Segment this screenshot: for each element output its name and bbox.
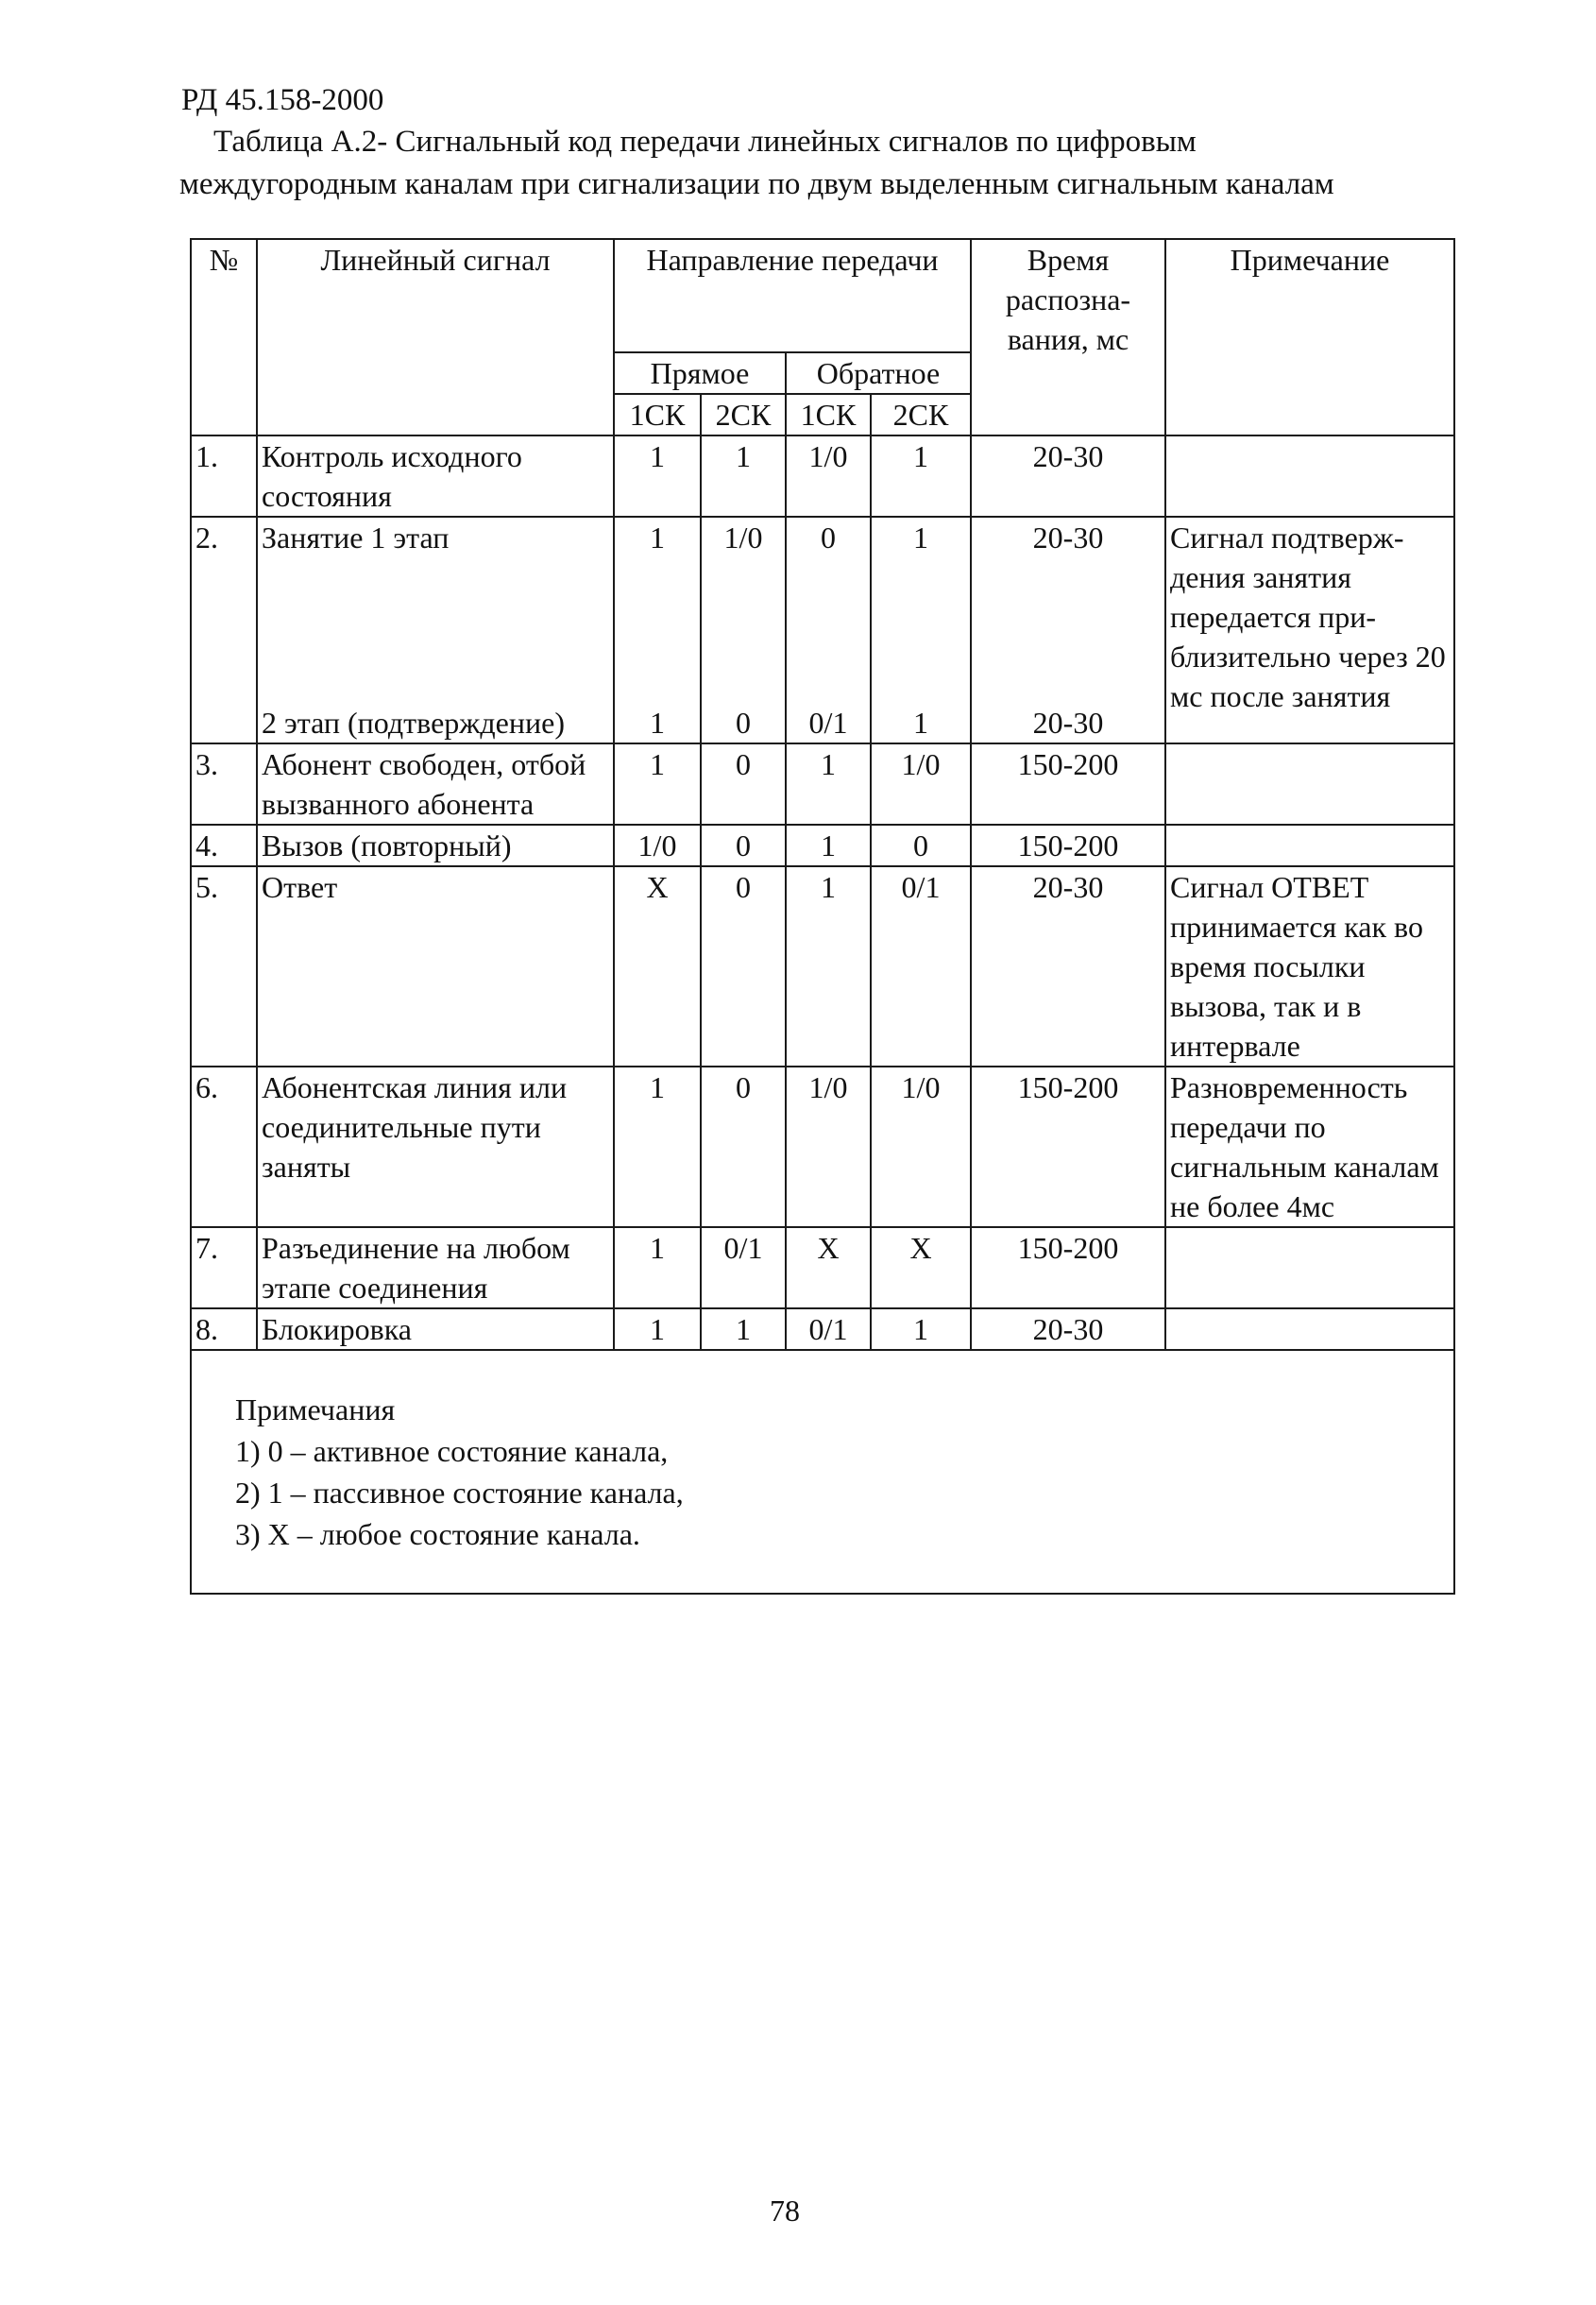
- row-forward-2ck: 0: [701, 1067, 786, 1227]
- row-reverse-2ck: 1: [871, 703, 971, 743]
- row-forward-1ck: 1: [614, 1067, 701, 1227]
- header-forward-1ck: 1СК: [614, 394, 701, 435]
- notes-title: Примечания: [235, 1392, 396, 1426]
- note-item: 1) 0 – активное состояние канала,: [235, 1434, 669, 1468]
- row-reverse-1ck: 1/0: [786, 435, 871, 517]
- row-time: 150-200: [971, 1067, 1165, 1227]
- row-forward-1ck: 1/0: [614, 825, 701, 866]
- header-forward-2ck: 2СК: [701, 394, 786, 435]
- table-row: [191, 825, 1454, 866]
- signal-code-table: [190, 238, 1455, 1595]
- document-code: РД 45.158-2000: [181, 83, 384, 117]
- row-note: Сигнал подтверж-дения занятия передается при-близительно через 20 мс после занятия: [1165, 517, 1454, 743]
- row-time: 150-200: [971, 1227, 1165, 1308]
- header-time: Время распозна-вания, мс: [971, 239, 1165, 435]
- row-reverse-1ck: 1: [786, 825, 871, 866]
- table-row: [191, 743, 1454, 825]
- row-forward-2ck: 1: [701, 1308, 786, 1350]
- row-forward-1ck: 1: [614, 1227, 701, 1308]
- notes-block: [191, 1350, 1454, 1594]
- row-signal: Блокировка: [257, 1308, 614, 1350]
- row-signal: Ответ: [257, 866, 614, 1067]
- table-row: [191, 435, 1454, 517]
- row-reverse-2ck: 0/1: [871, 866, 971, 1067]
- caption-line-1: Таблица А.2- Сигнальный код передачи линейных сигналов по цифровым: [213, 125, 1197, 159]
- row-note: Разновременность передачи по сигнальным каналам не более 4мс: [1165, 1067, 1454, 1227]
- row-reverse-1ck: X: [786, 1227, 871, 1308]
- row-signal: Абонент свободен, отбой вызванного абонента: [257, 743, 614, 825]
- row-note: Сигнал ОТВЕТ принимается как во время посылки вызова, так и в интервале: [1165, 866, 1454, 1067]
- row-signal: Абонентская линия или соединительные пути заняты: [257, 1067, 614, 1227]
- row-reverse-1ck: 0/1: [786, 703, 871, 743]
- row-reverse-1ck: 0: [786, 517, 871, 703]
- row-forward-2ck: 0/1: [701, 1227, 786, 1308]
- row-forward-1ck: X: [614, 866, 701, 1067]
- header-num: №: [191, 239, 257, 435]
- row-reverse-1ck: 0/1: [786, 1308, 871, 1350]
- row-signal: Вызов (повторный): [257, 825, 614, 866]
- header-reverse-2ck: 2СК: [871, 394, 971, 435]
- row-reverse-2ck: 1: [871, 517, 971, 703]
- row-time: 20-30: [971, 517, 1165, 703]
- row-forward-2ck: 1: [701, 435, 786, 517]
- table-row: [191, 517, 1454, 703]
- row-note: [1165, 1308, 1454, 1350]
- note-item: 3) X – любое состояние канала.: [235, 1517, 640, 1551]
- row-time: 150-200: [971, 825, 1165, 866]
- row-forward-1ck: 1: [614, 517, 701, 703]
- row-signal: Занятие 1 этап: [257, 517, 614, 703]
- header-forward: Прямое: [614, 352, 786, 394]
- row-time: 20-30: [971, 435, 1165, 517]
- header-direction: Направление передачи: [614, 239, 971, 352]
- note-item: 2) 1 – пассивное состояние канала,: [235, 1476, 684, 1510]
- row-forward-2ck: 1/0: [701, 517, 786, 703]
- row-num: 8.: [191, 1308, 257, 1350]
- table-row: [191, 1227, 1454, 1308]
- header-note: Примечание: [1165, 239, 1454, 435]
- row-reverse-1ck: 1: [786, 866, 871, 1067]
- row-reverse-1ck: 1: [786, 743, 871, 825]
- row-time: 20-30: [971, 703, 1165, 743]
- table-caption: [179, 121, 1473, 206]
- row-reverse-1ck: 1/0: [786, 1067, 871, 1227]
- row-forward-2ck: 0: [701, 743, 786, 825]
- row-num: 4.: [191, 825, 257, 866]
- row-forward-1ck: 1: [614, 743, 701, 825]
- row-num: 7.: [191, 1227, 257, 1308]
- row-note: [1165, 825, 1454, 866]
- header-reverse: Обратное: [786, 352, 971, 394]
- row-note: [1165, 435, 1454, 517]
- header-reverse-1ck: 1СК: [786, 394, 871, 435]
- row-reverse-2ck: 0: [871, 825, 971, 866]
- row-num: 5.: [191, 866, 257, 1067]
- row-num: 2.: [191, 517, 257, 743]
- row-forward-1ck: 1: [614, 703, 701, 743]
- row-reverse-2ck: X: [871, 1227, 971, 1308]
- row-reverse-2ck: 1/0: [871, 1067, 971, 1227]
- caption-line-2: междугородным каналам при сигнализации по двум выделенным сигнальным каналам: [179, 167, 1334, 201]
- row-forward-2ck: 0: [701, 825, 786, 866]
- row-num: 1.: [191, 435, 257, 517]
- row-reverse-2ck: 1/0: [871, 743, 971, 825]
- table-row: [191, 1067, 1454, 1227]
- row-time: 150-200: [971, 743, 1165, 825]
- row-signal: 2 этап (подтверждение): [257, 703, 614, 743]
- row-signal: Контроль исходного состояния: [257, 435, 614, 517]
- header-signal: Линейный сигнал: [257, 239, 614, 435]
- row-time: 20-30: [971, 866, 1165, 1067]
- table-row: [191, 1308, 1454, 1350]
- row-forward-2ck: 0: [701, 703, 786, 743]
- row-num: 3.: [191, 743, 257, 825]
- row-time: 20-30: [971, 1308, 1165, 1350]
- page-number: 78: [770, 2194, 800, 2228]
- notes-row: [191, 1350, 1454, 1594]
- row-forward-1ck: 1: [614, 435, 701, 517]
- row-forward-2ck: 0: [701, 866, 786, 1067]
- row-reverse-2ck: 1: [871, 435, 971, 517]
- row-forward-1ck: 1: [614, 1308, 701, 1350]
- row-note: [1165, 1227, 1454, 1308]
- row-note: [1165, 743, 1454, 825]
- row-reverse-2ck: 1: [871, 1308, 971, 1350]
- row-num: 6.: [191, 1067, 257, 1227]
- table-row: [191, 866, 1454, 1067]
- row-signal: Разъединение на любом этапе соединения: [257, 1227, 614, 1308]
